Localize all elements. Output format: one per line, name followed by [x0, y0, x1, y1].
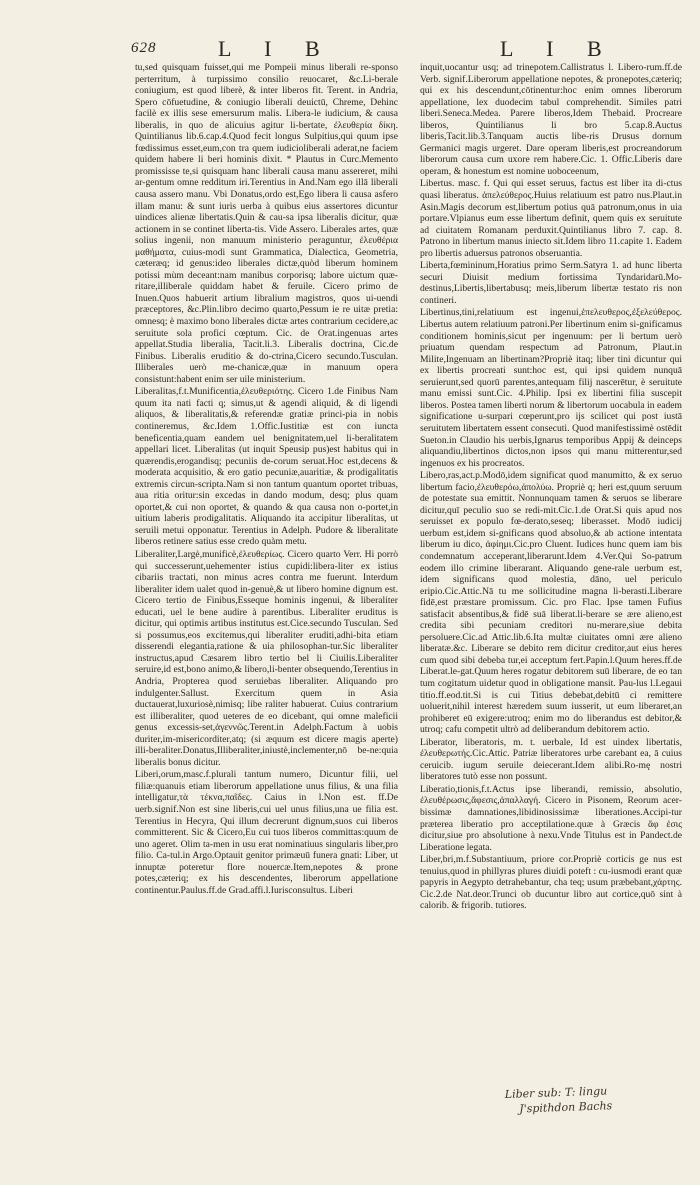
handwritten-line-2: J'spithdon Bachs — [519, 1099, 613, 1116]
handwritten-line-1: Liber sub: T: lingu — [504, 1084, 608, 1101]
entry-libero: Libero,ras,act.p.Modō,idem significat quod manumitto, & ex seruo libertum facio,ἐλευθερόω,ἀπολύω. Propriè q; heri est,quum seruum de potestate sua emittit. Nonnunquam tamen & seruos se liberare dicitur,quī peculio suo se redi-mit.Cic.1.de Orat.Si quis apud nos seruisset ex populo fœ-derato,seseq; liberasset. Modō iudicij uerbum est,idem si-gnificans quod absoluo,& ab actione intentata liberum iu dico, ἀφίημι.Cic.pro Cluent. Iudices hunc quem iam bis condemnatum acceperant,liberarunt.Idem 4.Ver.Qui So-patrum eodem illo crimine liberarant. Aliquando gene-rale uerbum est, idem significans quod molestia, dāno, uel periculo eripio.Cic.Attic.Nā tu me sollicitudine magna li-berasti.Liberare fidē,est præstare promissum. Cic. pro Flac. Ipse tamen Fufius satisfacit absentibus,& fidē suā liberat.li-berare se ære alieno,est credita sibi pecuniam creditori nu-merare,siue debita persoluere.Cic.ad Attic.lib.6.Ita multæ ciuitates omni ære alieno liberatæ.&c. Liberare se debito rem dicitur creditor,aut eius heres cum quod sibi debeba tur,ei acceptum fert.Papin.l.Quum heres.ff.de Liberat.le-gat.Quum heres rogatur debitorem suū liberare, de eo tan tum cogitatum uidetur quod in obligatione mansit. Pau-lus l.Legaui titio.ff.eod.tit.Si is cui Titius debebat,debitū ci remittere uoluerit,nihil interest hæredem suum iusserit, ut eum liberaret,an prohiberet eū exigere:utroq; enim mo do liberandus est debitor,& utroq; cafu competit ultrò ad deliberandum debitorem actio. — [420, 470, 682, 736]
entry-liberale-continued: tu,sed quisquam fuisset,qui me Pompeii minus liberali re-sponso perterritum, à turpissimo consilio reuocaret, &c.Li-berale coniugium, est quod liberè, & inter liberos fit. Terent. in Andria, Spero cōfuetudine, & coniugio liberali deuictū, Chreme, Dehinc facilè ex illis sese emersurum malis. Libera-le iudicium, & causa liberalis, in quo de alicuius agitur li-bertate, ἐλευθερία δίκη. Quintilianus lib.6.cap.4.Quod fecit longus Sulpitius,qui quum ipse fœdissimus esset,eum,con tra quem iudicioliberali aderat,ne faciem quidem habere li beri hominis dixit. * Plautus in Curc.Memento promississe te,si quisquam hanc liberali causa manu assereret, mihi ar-gentum omne redditum iri.Terentius in And.Nam ego illā liberali causa assero manu. Vbi Donatus,ordo est,Ego libera li causa asfero illam manu: & sunt iuris uerba à quibus eius assertores dicuntur uindices alienæ libertatis.Quin & cau-sa ipsa liberalis dicitur, quæ actionem in se continet liberta-tis. Vide Assero. Liberales artes, quæ solius ingenii, non manuum ministerio peraguntur, ἐλευθέρια μαθήματα, cuius-modi sunt Grammatica, Dialectica, Geometria, cæteræq; id genus:ideo liberales dictæ,quòd liberum hominem potissi mùm deceant:nam manibus corporisq; labore uictum quæ-ritare,illiberale quiddam habet & feruile. Cicero primo de Inuen.Quos habuerit artium libralium magistros, quos ui-uendi præceptores, &c.Plin.libro decimo quarto,Pessum ie re uitæ pretia: omnesq; è maximo bono liberales dictæ artes contrarium cecidere,ac seruitute sola profici cœptum. Cic. de Orat.ingenuas artes appellat.Studia liberalia, Tacit.li.3. Liberalis doctrina, Cic.de Finibus. Liberalis eruditio & do-ctrina,Cicero secundo.Tusculan. Illiberales uerò me-chanicæ,quæ in manuum opera consistunt:habent enim ser uile ministerium. — [135, 62, 398, 385]
entry-liberi-continued: inquit,uocantur usq; ad trinepotem.Callistratus l. Libero-rum.ff.de Verb. signif.Liberorum appellatione nepotes, & pronepotes,cæteriq; qui ex his descendunt,cōtinentur:hoc enim omnes liberorum appellatione, lex duodecim tabul comprehendit. Similes patri liberi.Seneca.Medea. Parere liberos,Idem Thebaid. Procreare liberos, Quintilianus li bro 5.cap.8.Auctus liberis,Tacit.lib.3.Tanquam auctis libe-ris Drusus dornum Germanici magis urgeret. Dare operam liberis,est procreandorum liberorum causa cum uxore rem habere.Cic. 1. Offic.Liberis dare operam, & honestum est nomine uoboceenum, — [420, 62, 682, 177]
right-column — [420, 62, 682, 1062]
running-head-right: L I B — [500, 36, 616, 61]
entry-liberatio: Liberatio,tionis,f.t.Actus ipse liberandi, remissio, absolutio, ἐλευθέρωσις,ἄφεσις,ἀπαλλαγή. Cicero in Pisonem, Reorum acer-bissimæ damnationes,libidinosissimæ liberationes.Accipi-tur præterea liberatio pro acceptilatione.quæ à Græcis ἄφ ἐσις dicitur,siue pro absolutione à nexu.Vnde Titulus est in Pandect.de Liberatione legata. — [420, 783, 682, 853]
entry-liberaliter: Liberaliter,Largè,munificè,ἐλευθερίως. Cicero quarto Verr. Hi porrò qui successerunt,uehementer istius cupidi:libera-liter ex istius cibariis tractati, non minus acres contra me fuerunt. Interdum liberaliter idem ualet quod in-genuè,& ut libero homine dignum est. Cicero tertio de Finibus,Esseque hominis ingenui, & liberaliter educati, uel le bene audire à parentibus. Liberaliter eruditus is dicitur, qui optimis artibus institutus est.Cice.secundo Tusculan. Sed si possumus,eos excitemus,qui liberaliter eruditi,adhi-bita etiam disserendi elegantia,ratione & uia philosophan-tur.Sic liberaliter instructus,apud Cæsarem libro tertio bel li Ciuilis.Liberaliter seruire,id est,bono animo,& libero,li-benter obsequendo,Terentius in Andria, Propterea quod seruiebas liberaliter. Aliquando pro indulgenter.Sallust. Exercitum quem in Asia ductauerat,luxuriosè,nimisq; libe raliter habuerat. Cuius contrarium est illiberaliter, quod ueteres de eo dicebant, qui omne maleficii genus excessis-set,ἀγεννῶς.Terent.in Adelph.Factum à uobis duriter,im-misericorditer,atq; (si æquum est dicere magis aperte) illi-beraliter.Donatus,Illiberaliter,iniustè,inclementer,nō be-ne:quia liberalis bonus dicitur. — [135, 548, 398, 768]
entry-liber: Liber,bri,m.f.Substantiuum, priore cor.Propriè corticis ge nus est tenuius,quod in phillyras plures diuidi poteft : cu-iusmodi erant quæ papyris in Aegypto detrahebantur, cha teq; usum præbebant,χάρτης. Cic.2.de Nat.deor.Trunci ob ducuntur libro aut cortice,quō sint à calorib. & frigorib. tutiores. — [420, 854, 682, 912]
page-number: 628 — [131, 40, 157, 56]
entry-liberalitas: Liberalitas,f.t.Munificentia,ἐλευθεριότης. Cicero 1.de Finibus Nam quum ita nati facti q; simus,ut & agendi aliquid, & di ligendi aliquos, & liberalitatis,& referendæ gratiæ princi-pia in nobis contineremus, &c.Idem 1.Offic.Iustitiæ est con iuncta beneficentia,quam eandem uel benignitatem,uel li-beralitatem appellari licet. Liberalitas (ut inquit Speusip pus)est habitus qui in quærendis,erogandisq; pecuniis de-corum seruat.Hoc est,decens & moderata acquisitio, & ero gatio pecuniæ,auaritiæ, & prodigalitatis extremis circun-scripta.Nam si non tantum quantum oportet tribuas, aua ritia oritur:sin excedas in dando modum, desq; plus quam oportet,& cui non oportet, & quando & qua causa non o-portet,in uitium laberis prodigalitatis. Aliquando ita accipitur liberalitas, ut seruili metui opponatur. Terentius in Adelph. Pudore & liberalitate liberos retinere satius esse credo quàm metu. — [135, 386, 398, 548]
left-column — [135, 62, 398, 1072]
entry-libertus: Libertus. masc. f. Qui qui esset seruus, factus est liber ita di-ctus quasi liberatus. ἀπελεύθερος.Huius relatiuum est patro nus.Plaut.in Asin.Magis decorum est,libertum potius quā patronum,onus in uia portare.Vlpianus eum esse libertum definit, quem quis ex seruitute ad ciuitatem Romanam perduxit.Quintilianus libro 7. cap. 8. Patrono in libertum manus iniecto sit.Idem libro 11.capite 1. Eadem pro libertis aduersus patronos obseruantia. — [420, 178, 682, 259]
entry-liberta: Liberta,fœmininum,Horatius primo Serm.Satyra 1. ad hunc liberta securi Diuisit medium fortissima Tyndaridarū.Mo-destinus,Libertis,libertabusq; meis,liberum libertæ testato ris non contineri. — [420, 260, 682, 306]
entry-liberator: Liberator, liberatoris, m. t. uerbale, Id est uindex libertatis, ἐλευθερωτής.Cic.Attic. Patriæ liberatores urbe carebant ea, ā cuius ceruicib. iugum seruile deiecerant.Idem alibi.Ro-mę nostri liberatores tutò esse non possunt. — [420, 736, 682, 783]
page-header — [0, 36, 700, 60]
running-head-left: L I B — [218, 36, 334, 61]
handwritten-annotation — [505, 1081, 676, 1117]
entry-libertinus: Libertinus,tini,relatiuum est ingenui,ἐπελευθερος,ἐξελεύθερος. Libertus autem relatiuum patroni.Per libertinum enim si-gnificamus conditionem hominis,sicut per ingenuum: per li bertum uerò priuatum quendam respectum ad Patronum, Plaut.in Milite,Ingenuam an libertinam?Propriè itaq; liber tini dicuntur qui ex libertis procreati sunt:hoc est, qui ipsi quidem nunquā seruierunt,sed quorū parentes,antequam filij nascerētur, è seruitute manu emissi sunt.Cic. 4.Philip. Ipsi ex libertini filia suscepit liberos. Postea tamen liberti norum & libertorum uocabula in eadem significatione u-surpari cœperunt,pro ijs scilicet qui post iustā seruitutem libertatem essent consecuti. Quod manifestissimè ostēdit Sueton.in Claudio his uerbis,Ignarus temporibus Appij & deinceps aliquandiu,libertinos dictos,non ipsos qui manu mitterentur,sed ingenuos ex his procreatos. — [420, 307, 682, 469]
entry-liberi: Liberi,orum,masc.f.plurali tantum numero, Dicuntur filii, uel filiæ:quanuis etiam liberorum appellatione unus filius, & una filia intelligatur,τὰ τέκνα,παῖδες. Caius in l.Non est. ff.De uerb.signif.Non est sine liberis,cui uel unus filius,una ue filia est. Terentius in Hecyra, Qui illum decrerunt dignum,suos cui liberos committerent. Sic & Cicero,Eu cui tuos liberos committas:quum de uno ageret. Olim ta-men in usu erat nominatiuus singularis liber,pro filio. Ca-tul.in Argo.Optauit genitor primæuū funera gnati: Liber, ut innuptæ poteretur flore nouercæ.Item,nepotes & prone potes,cæteriq; ex his descendentes, liberorum appellatione continentur.Paulus.ff.de Grad.affi.l.Iurisconsultus. Liberi — [135, 769, 398, 896]
